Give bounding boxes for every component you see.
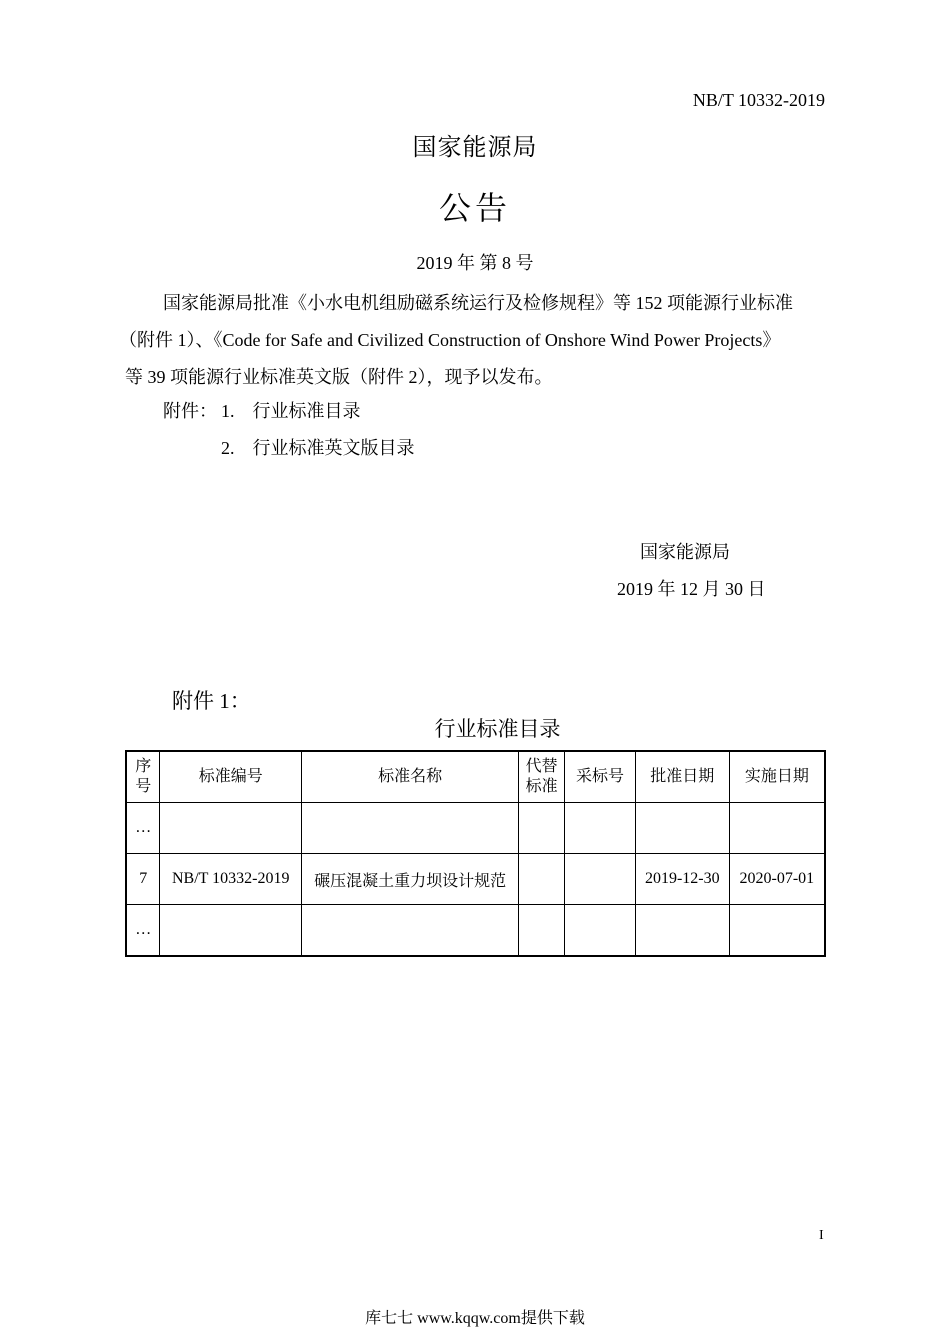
cell-approval-date: [635, 803, 729, 854]
cell-replaces: [519, 905, 565, 957]
page-number: I: [819, 1228, 824, 1243]
cell-adopted: [565, 854, 636, 905]
cell-seq: …: [126, 905, 160, 957]
cell-effective-date: 2020-07-01: [729, 854, 825, 905]
cell-name: 碾压混凝土重力坝设计规范: [302, 854, 519, 905]
cell-effective-date: [729, 803, 825, 854]
cell-seq: …: [126, 803, 160, 854]
cell-replaces: [519, 803, 565, 854]
cell-seq: 7: [126, 854, 160, 905]
signature-org: 国家能源局: [640, 542, 730, 562]
col-header-name: 标准名称: [302, 751, 519, 803]
cell-name: [302, 803, 519, 854]
col-header-approval-date: 批准日期: [635, 751, 729, 803]
table-title: 行业标准目录: [434, 717, 561, 741]
attachments-label: 附件：: [163, 401, 217, 421]
attachment-item: 1. 行业标准目录: [221, 401, 361, 421]
cell-adopted: [565, 905, 636, 957]
cell-effective-date: [729, 905, 825, 957]
table-header-row: [126, 751, 825, 803]
cell-approval-date: [635, 905, 729, 957]
cell-adopted: [565, 803, 636, 854]
cell-replaces: [519, 854, 565, 905]
footer-watermark: 库七七 www.kqqw.com提供下载: [365, 1310, 585, 1327]
notice-body-line: 等 39 项能源行业标准英文版（附件 2），现予以发布。: [125, 367, 553, 387]
col-header-code: 标准编号: [160, 751, 302, 803]
notice-number: 2019 年 第 8 号: [416, 253, 534, 273]
table-row: [126, 854, 825, 905]
col-header-adopted: 采标号: [565, 751, 636, 803]
issuer-title: 国家能源局: [412, 133, 538, 161]
table-row: [126, 803, 825, 854]
attachment-item: 2. 行业标准英文版目录: [221, 438, 415, 458]
notice-title: 公告: [438, 189, 511, 227]
annex-label: 附件 1：: [172, 689, 251, 713]
cell-approval-date: 2019-12-30: [635, 854, 729, 905]
notice-body-line: （附件 1）、《Code for Safe and Civilized Construction of Onshore Wind Power Projects》: [119, 330, 781, 350]
notice-body-line: 国家能源局批准《小水电机组励磁系统运行及检修规程》等 152 项能源行业标准: [163, 293, 793, 313]
signature-date: 2019 年 12 月 30 日: [617, 579, 766, 599]
standards-table: [125, 750, 826, 957]
col-header-effective-date: 实施日期: [729, 751, 825, 803]
col-header-replaces: 代替标准: [519, 751, 565, 803]
cell-name: [302, 905, 519, 957]
table-row: [126, 905, 825, 957]
cell-code: [160, 803, 302, 854]
cell-code: NB/T 10332-2019: [160, 854, 302, 905]
cell-code: [160, 905, 302, 957]
notice-body: [119, 285, 825, 396]
standard-code: NB/T 10332-2019: [692, 90, 825, 110]
col-header-seq: 序号: [126, 751, 160, 803]
